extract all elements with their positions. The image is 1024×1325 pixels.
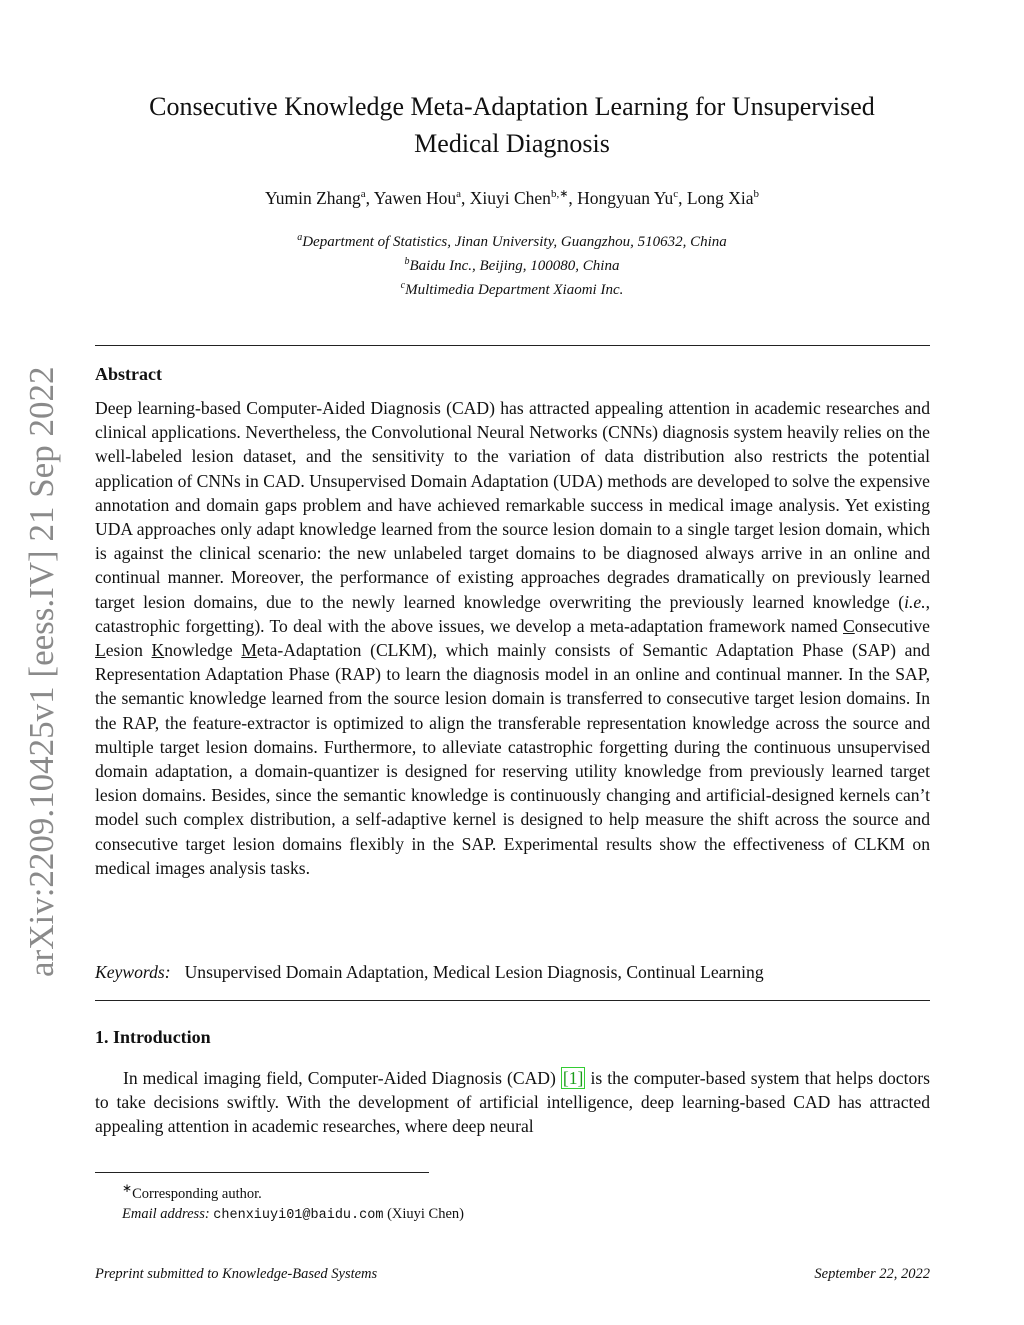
intro-text: In medical imaging field, Computer-Aided Diagnosis (CAD) — [123, 1068, 561, 1088]
acronym-rest: eta-Adaptation — [256, 640, 362, 661]
affiliation-text: Multimedia Department Xiaomi Inc. — [405, 282, 624, 298]
affiliation — [100, 228, 924, 252]
affiliation — [100, 276, 924, 300]
footer-date: September 22, 2022 — [814, 1266, 930, 1282]
author-sup: a — [360, 188, 366, 200]
footnote-mark: ∗ — [122, 1181, 133, 1195]
acronym-letter: M — [241, 640, 257, 661]
acronym-rest: esion — [105, 640, 152, 661]
abstract-ie: i.e. — [904, 591, 926, 612]
footnote-email-line — [122, 1204, 464, 1226]
abstract-top-rule — [95, 345, 930, 346]
footnote-corresponding — [122, 1178, 464, 1204]
abstract-text: Deep learning-based Computer-Aided Diagnosis (CAD) has attracted appealing attention in academic researches and clinical applications. Nevertheless, the Convolutional Neural Networks (CNNs) diagnosis system heavily relies on the well-labeled lesion dataset, and the sensitivity to the variation of data distribution also restricts the potential application of CNNs in CAD. Unsupervised Domain Adaptation (UDA) methods are developed to solve the expensive annotation and domain gaps problem and have achieved remarkable success in medical image analysis. Yet existing UDA approaches only adapt knowledge learned from the source lesion domain to a single target lesion domain, which is against the clinical scenario: the new unlabeled target domains to be diagnosed always arrive in an online and continual manner. Moreover, the performance of existing approaches degrades dramatically on previously learned target lesion domains, due to the newly learned knowledge overwriting the previously learned knowledge ( — [95, 398, 930, 612]
title-line-1: Consecutive Knowledge Meta-Adaptation Learning for Unsupervised — [149, 92, 875, 121]
affiliation-sup: b — [404, 256, 410, 267]
title-line-2: Medical Diagnosis — [414, 129, 610, 158]
footnote-rule — [95, 1172, 429, 1173]
acronym-letter: K — [151, 640, 165, 661]
author-name: Yumin Zhang — [265, 187, 361, 208]
author-name: Long Xia — [686, 187, 754, 208]
keywords-text: Unsupervised Domain Adaptation, Medical Lesion Diagnosis, Continual Learning — [184, 962, 764, 982]
author-list: Yumin Zhang$^a$, Yawen Hou$^a$, Xiuyi Chen$^{b,∗}$, Hongyuan Yu$^c$, Long Xia$^b$ — [265, 187, 759, 208]
email-label: Email address: — [122, 1205, 210, 1222]
acronym-letter: C — [843, 615, 855, 636]
introduction-body — [95, 1066, 930, 1139]
author-sup: c — [673, 188, 679, 200]
email-address[interactable]: chenxiuyi01@baidu.com — [213, 1207, 384, 1223]
author-name: Yawen Hou — [373, 187, 457, 208]
keywords-label: Keywords: — [95, 962, 171, 982]
author-sup: a — [456, 188, 461, 200]
affiliation — [100, 252, 924, 276]
author-name: Xiuyi Chen — [469, 187, 551, 208]
affiliation-text: Department of Statistics, Jinan University, Guangzhou, 510632, China — [302, 234, 727, 250]
affiliation-sup: c — [400, 280, 406, 291]
author-sup: b,∗ — [550, 188, 569, 200]
intro-text: is the computer-based system that helps doctors to take decisions swiftly. With the development of artificial intelligence, deep learning-based CAD has attracted appealing attention in academic researches, where deep neural — [95, 1068, 930, 1137]
author-name: Hongyuan Yu — [577, 187, 674, 208]
acronym-rest: nowledge — [164, 640, 242, 661]
arxiv-stamp: arXiv:2209.10425v1 [eess.IV] 21 Sep 2022 — [22, 366, 61, 977]
citation-text[interactable]: [1] — [562, 1068, 584, 1088]
acronym-letter: L — [95, 640, 106, 661]
footer-preprint-note: Preprint submitted to Knowledge-Based Systems — [95, 1266, 378, 1282]
abstract-text: (CLKM), which mainly consists of Semantic Adaptation Phase (SAP) and Representation Adaptation Phase (RAP) to learn the diagnosis model in an online and continual manner. In the SAP, the semantic knowledge learned from the source lesion domain is transferred to consecutive target lesion domains. In the RAP, the feature-extractor is optimized to align the transferable representation knowledge across the source and multiple target lesion domains. Furthermore, to alleviate catastrophic forgetting during the continuous unsupervised domain adaptation, a domain-quantizer is designed for reserving utility knowledge from previously learned target lesion domains. Besides, since the semantic knowledge is continuously changing and artificial-designed kernels can’t model such complex distribution, a self-adaptive kernel is designed to help measure the shift across the source and consecutive target lesion domains flexibly in the SAP. Experimental results show the effectiveness of CLKM on medical images analysis tasks. — [95, 640, 930, 878]
abstract-bottom-rule — [95, 1000, 930, 1001]
affiliation-text: Baidu Inc., Beijing, 100080, China — [409, 258, 620, 274]
abstract-heading: Abstract — [95, 364, 162, 384]
paper-title — [100, 88, 924, 162]
section-heading-introduction: 1. Introduction — [95, 1027, 211, 1047]
abstract-text: , catastrophic forgetting). To deal with the above issues, we develop a meta-adaptation framework named — [95, 591, 930, 636]
footnote — [122, 1178, 464, 1226]
acronym-rest: onsecutive — [854, 615, 930, 636]
affiliation-sup: a — [297, 232, 303, 243]
footnote-text: Corresponding author. — [132, 1185, 262, 1202]
keywords — [95, 962, 930, 983]
citation-link[interactable] — [561, 1067, 586, 1089]
email-owner: (Xiuyi Chen) — [387, 1205, 464, 1222]
author-sup: b — [753, 188, 759, 200]
affiliations — [100, 228, 924, 300]
abstract-body — [95, 396, 930, 880]
